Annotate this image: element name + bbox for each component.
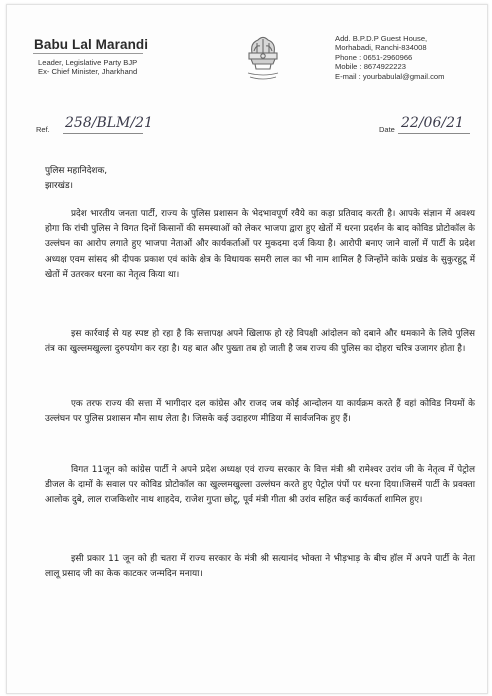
date-underline: [398, 133, 470, 134]
paragraph: एक तरफ राज्य की सत्ता में भागीदार दल कांग्रेस और राजद जब कोई आन्दोलन या कार्यक्रम करते हैं वहां कोविड नियमों के उल्लंघन पर पुलिस प्रशासन मौन साध लेता है। जिसके कई उदाहरण मीडिया में सार्वजनिक हुए हैं।: [45, 399, 475, 425]
address-line: Add. B.P.D.P Guest House,: [335, 34, 428, 43]
sender-address: [335, 34, 444, 81]
paragraph: विगत 11जून को कांग्रेस पार्टी ने अपने प्रदेश अध्यक्ष एवं राज्य सरकार के वित्त मंत्री श्री रामेश्वर उरांव जी के नेतृत्व में पेट्रोल डीजल के दामों के सवाल पर कोविड प्रोटोकॉल का खुल्लमखुल्ला उल्लंघन करते हुए पेट्रोल पंपों पर धरना दिया।जिसमें पार्टी के प्रवक्ता आलोक दुबे, लाल राजकिशोर नाथ शाहदेव, राजेश गुप्ता छोटू, पूर्व मंत्री गीता श्री उरांव सहित कई कार्यकर्ता शामिल हुए।: [45, 465, 475, 506]
designation-line: Ex- Chief Minister, Jharkhand: [38, 66, 138, 76]
paragraph: प्रदेश भारतीय जनता पार्टी, राज्य के पुलिस प्रशासन के भेदभावपूर्ण रवैये का कड़ा प्रतिवाद करती है। आपके संज्ञान में अवश्य होगा कि रांची पुलिस ने विगत दिनों किसानों की समस्याओं को लेकर भाजपा द्वारा हुए खेतों में धरना प्रदर्शन के बाद कोविड प्रोटोकॉल के उल्लंघन का आरोप लगाते हुए भाजपा नेताओं और कार्यकर्ताओं पर मुकदमा दर्ज किया है। आरोपी बनाए जाने वालों में पार्टी के प्रदेश अध्यक्ष एवम सांसद श्री दीपक प्रकाश एवं कांके क्षेत्र के विधायक समरी लाल का भी नाम शामिल है जिन्होंने कांके प्रखंड के सुकुरहुटू में खेतों में उतरकर धरना का नेतृत्व किया था।: [45, 209, 475, 280]
lion-capital-emblem-icon: [240, 31, 286, 91]
letter-page: [6, 4, 488, 694]
address-line: Morhabadi, Ranchi-834008: [335, 43, 427, 53]
date-label: Date: [379, 125, 395, 134]
paragraph: इसी प्रकार 11 जून को ही चतरा में राज्य सरकार के मंत्री श्री सत्यानंद भोक्ता ने भीड़भाड़ के बीच हॉल में अपने पार्टी के नेता लालू प्रसाद जी का केक काटकर जन्मदिन मनाया।: [45, 554, 475, 580]
ref-number: 258/BLM/21: [65, 115, 153, 131]
sender-name: Babu Lal Marandi: [34, 37, 149, 52]
paragraph: इस कार्रवाई से यह स्पष्ट हो रहा है कि सत्तापक्ष अपने खिलाफ हो रहे विपक्षी आंदोलन को दबाने और धमकाने के लिये पुलिस तंत्र का खुल्लमखुल्ला दुरुपयोग कर रहा है। यह बात और पुख्ता तब हो जाती है जब राज्य की पुलिस का दोहरा चरित्र उजागर होता है।: [45, 329, 475, 355]
address-line: Phone : 0651-2960966: [335, 52, 413, 62]
ref-label: Ref.: [36, 125, 50, 134]
letter-date: 22/06/21: [401, 115, 464, 131]
address-line: Mobile : 8674922223: [335, 62, 406, 72]
designation-line: Leader, Legislative Party BJP: [38, 58, 138, 67]
sender-designation: [38, 59, 137, 77]
name-underline: [33, 53, 143, 54]
ref-underline: [63, 133, 143, 134]
address-line: E-mail : yourbabulal@gmail.com: [335, 71, 445, 81]
recipient-block: [45, 164, 475, 194]
recipient-line: झारखंड।: [45, 181, 74, 191]
recipient-line: पुलिस महानिदेशक,: [45, 166, 108, 176]
